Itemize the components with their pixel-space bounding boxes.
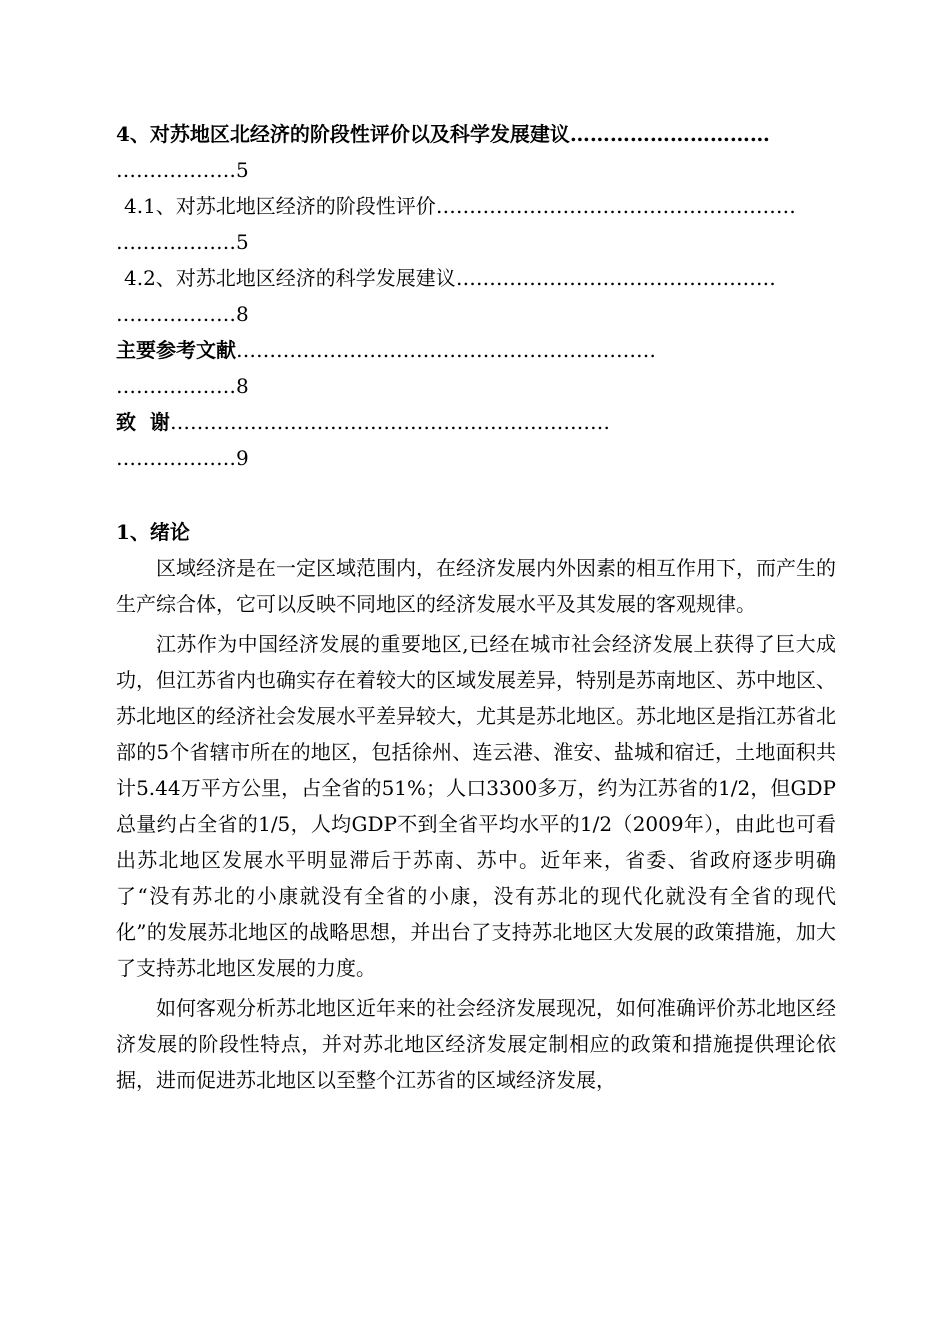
toc-leader-dots: ………………………………………………………… <box>169 410 610 434</box>
body-paragraph: 如何客观分析苏北地区近年来的社会经济发展现况，如何准确评价苏北地区经济发展的阶段性特点，并对苏北地区经济发展定制相应的政策和措施提供理论依据，进而促进苏北地区以至整个江苏省的区域经济发展， <box>116 996 836 1092</box>
section-heading: 1、绪论 <box>116 520 190 544</box>
toc-leader-dots: ……………… <box>116 446 236 470</box>
toc-leader-dots: ……………………………………………………… <box>236 338 656 362</box>
toc-entry-title: 主要参考文献 <box>116 338 236 362</box>
toc-entry-title: 4.2、对苏北地区经济的科学发展建议 <box>124 266 456 290</box>
body-paragraph: 区域经济是在一定区域范围内，在经济发展内外因素的相互作用下，而产生的生产综合体，它可以反映不同地区的经济发展水平及其发展的客观规律。 <box>116 556 836 616</box>
toc-page-number: 5 <box>236 230 249 254</box>
toc-entry-4-1[interactable] <box>116 188 836 224</box>
table-of-contents <box>116 116 836 476</box>
toc-entry-title: 致 谢 <box>116 410 170 434</box>
toc-leader-dots: ……………… <box>116 230 236 254</box>
toc-entry-4-2-continuation <box>116 296 836 332</box>
toc-entry-4[interactable] <box>116 116 836 152</box>
toc-leader-dots: ……………… <box>116 158 236 182</box>
toc-leader-dots: ……………… <box>116 374 236 398</box>
body-paragraph: 江苏作为中国经济发展的重要地区,已经在城市社会经济发展上获得了巨大成功，但江苏省内也确实存在着较大的区域发展差异，特别是苏南地区、苏中地区、苏北地区的经济社会发展水平差异较大，尤其是苏北地区。苏北地区是指江苏省北部的5个省辖市所在的地区，包括徐州、连云港、淮安、盐城和宿迁，土地面积共计5.44万平方公里，占全省的51%；人口3300多万，约为江苏省的1/2，但GDP总量约占全省的1/5，人均GDP不到全省平均水平的1/2（2009年），由此也可看出苏北地区发展水平明显滞后于苏南、苏中。近年来，省委、省政府逐步明确了“没有苏北的小康就没有全省的小康，没有苏北的现代化就没有全省的现代化”的发展苏北地区的战略思想，并出台了支持苏北地区大发展的政策措施，加大了支持苏北地区发展的力度。 <box>116 632 836 980</box>
toc-leader-dots: ………………………… <box>569 122 770 146</box>
toc-entry-references-continuation <box>116 368 836 404</box>
toc-entry-acknowledgements-continuation <box>116 440 836 476</box>
toc-entry-acknowledgements[interactable] <box>116 404 836 440</box>
toc-page-number: 8 <box>236 302 249 326</box>
toc-page-number: 5 <box>236 158 249 182</box>
toc-page-number: 8 <box>236 374 249 398</box>
document-page <box>116 116 836 1102</box>
toc-leader-dots: ………………………………………… <box>455 266 776 290</box>
toc-leader-dots: ……………… <box>116 302 236 326</box>
toc-entry-references[interactable] <box>116 332 836 368</box>
toc-entry-4-continuation <box>116 152 836 188</box>
toc-entry-title: 4.1、对苏北地区经济的阶段性评价 <box>124 194 436 218</box>
toc-page-number: 9 <box>236 446 249 470</box>
toc-entry-4-1-continuation <box>116 224 836 260</box>
toc-entry-4-2[interactable] <box>116 260 836 296</box>
toc-leader-dots: ……………………………………………… <box>435 194 796 218</box>
toc-entry-title: 4、对苏地区北经济的阶段性评价以及科学发展建议 <box>116 122 570 146</box>
